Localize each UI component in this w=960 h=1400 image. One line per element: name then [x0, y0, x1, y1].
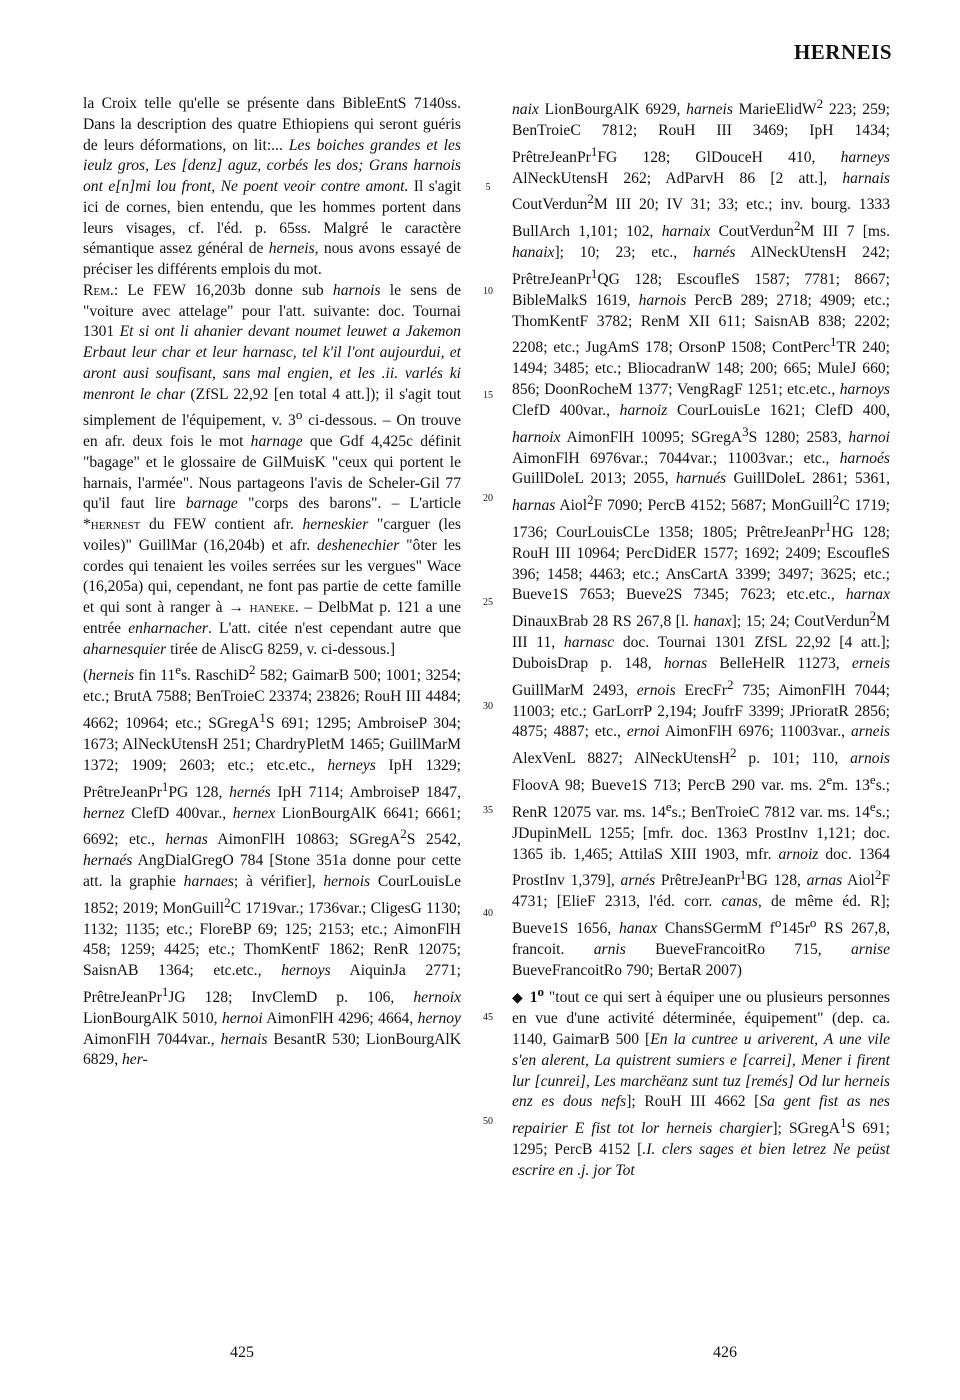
left-column-paragraph: (herneis fin 11es. RaschiD$^2$ 582; GaimarB 500; 1001; 3254; etc.; BrutA 7588; BenTroieC 23374; 23826; RouH III 4484; 4662; 10964; etc.; SGregA$^1$S 691; 1295; AmbroiseP 304; 1673; AlNeckUtensH 251; ChardryPletM 1465; GuillMarM 1372; 1909; 2603; etc.; etc.etc., herneys IpH 1329; PrêtreJeanPr$^1$PG 128, hernés IpH 7114; AmbroiseP 1847, hernez ClefD 400var., hernex LionBourgAlK 6641; 6661; 6692; etc., hernas AimonFlH 10863; SGregA$^2$S 2542, hernaés AngDialGregO 784 [Stone 351a donne pour cette att. la graphie harnaes; à vérifier], hernois CourLouisLe 1852; 2019; MonGuill$^2$C 1719var.; 1736var.; CligesG 1130; 1132; 1135; etc.; FloreBP 69; 125; 2153; etc.; AimonFlH 458; 1259; 4425; etc.; ThomKentF 1862; RenR 12075; SaisnAB 1364; etc.etc., hernoys AiquinJa 2771; PrêtreJeanPr$^1$JG 128; InvClemD p. 106, hernoix LionBourgAlK 5010, hernoi AimonFlH 4296; 4664, hernoy AimonFlH 7044var., hernais BesantR 530; LionBourgAlK 6829, her- [83, 662, 462, 1069]
page-number-left: 425 [230, 1344, 254, 1361]
line-number: 35 [483, 804, 493, 816]
page-number-right: 426 [713, 1344, 737, 1361]
line-number: 45 [483, 1012, 493, 1023]
line-number: 25 [483, 597, 493, 608]
line-number: 30 [483, 700, 493, 712]
right-column [512, 94, 890, 1182]
left-column-paragraph: Rem.: Le FEW 16,203b donne sub harnois le sens de "voiture avec attelage" pour l'att. suivante: doc. Tournai 1301 Et si ont li ahanier devant noumet leuwet a Jakemon Erbaut leur char et leur harnasc, tel k'il l'ont aujourdui, et aront ausi soufisant, sans mal engien, et les .ii. varlés ki menront le char (ZfSL 22,92 [en total 4 att.]); il s'agit tout simplement de l'équipement, v. 3$^o$ ci-dessous. – On trouve en afr. deux fois le mot harnage que Gdf 4,425c définit "bagage" et le glossaire de GilMuisK "ceux qui portent le harnais, l'armée". Nous partageons l'avis de Scheler-Gil 77 qu'il faut lire barnage "corps des barons". – L'article *hernest du FEW contient afr. herneskier "carguer (les voiles)" GuillMar (16,204b) et afr. deshenechier "ôter les cordes qui tenaient les voiles serrées sur les vergues" Wace (16,205a) qui, cependant, ne font pas partie de cette famille et qui sont à ranger à → haneke. – DelbMat p. 121 a une entrée enharnacher. L'att. citée n'est cependant autre que aharnesquier tirée de AliscG 8259, v. ci-dessous.] [83, 281, 462, 658]
right-column-paragraph: naix LionBourgAlK 6929, harneis MarieElidW$^2$ 223; 259; BenTroieC 7812; RouH III 3469; IpH 1434; PrêtreJeanPr$^1$FG 128; GlDouceH 410, harneys AlNeckUtensH 262; AdParvH 86 [2 att.], harnais CoutVerdun$^2$M III 20; IV 31; 33; etc.; inv. bourg. 1333 BullArch 1,101; 102, harnaix CoutVerdun$^2$M III 7 [ms. hanaix]; 10; 23; etc., harnés AlNeckUtensH 242; PrêtreJeanPr$^1$QG 128; EscoufleS 1587; 7781; 8667; BibleMalkS 1619, harnois PercB 289; 2718; 4909; etc.; ThomKentF 3782; RenM XII 611; SaisnAB 838; 2202; 2208; etc.; JugAmS 178; OrsonP 1508; ContPerc$^1$TR 240; 1494; 3485; etc.; BliocadranW 148; 200; 665; MuleJ 660; 856; DoonRocheM 1377; VengRagF 1251; etc.etc., harnoys ClefD 400var., harnoiz CourLouisLe 1621; ClefD 400, harnoix AimonFlH 10095; SGregA$^3$S 1280; 2583, harnoi AimonFlH 6976var.; 7044var.; 11003var.; etc., harnoés GuillDoleL 2013; 2055, harnués GuillDoleL 2861; 5361, harnas Aiol$^2$F 7090; PercB 4152; 5687; MonGuill$^2$C 1719; 1736; CourLouisCLe 1358; 1805; PrêtreJeanPr$^1$HG 128; RouH III 10964; PercDidER 1577; 1692; 2409; EscoufleS 396; 1458; 4463; etc.; AnsCartA 3399; 3497; 3625; etc.; Bueve1S 7653; Bueve2S 7345; 7623; etc.etc., harnax DinauxBrab 28 RS 267,8 [l. hanax]; 15; 24; CoutVerdun$^2$M III 11, harnasc doc. Tournai 1301 ZfSL 22,92 [4 att.]; DuboisDrap p. 148, hornas BelleHelR 11273, erneis GuillMarM 2493, ernois ErecFr$^2$ 735; AimonFlH 7044; 11003; etc.; GarLorrP 2,194; JoufrF 3399; JPrioratR 2856; 4875; 4887; etc., ernoi AimonFlH 6976; 11003var., arneis AlexVenL 8827; AlNeckUtensH$^2$ p. 101; 110, arnois FloovA 98; Bueve1S 713; PercB 290 var. ms. 2em. 13es.; RenR 12075 var. ms. 14es.; BenTroieC 7812 var. ms. 14es.; JDupinMelL 1255; [mfr. doc. 1363 ProstInv 1,121; doc. 1365 ib. 1,465; AttilaS XIII 1903, mfr. arnoiz doc. 1364 ProstInv 1,379], arnés PrêtreJeanPr$^1$BG 128, arnas Aiol$^2$F 4731; [ElieF 2313, l'éd. corr. canas, de même éd. R]; Bueve1S 1656, hanax ChansSGermM $f^o145r^o$ RS 267,8, francoit. arnis BueveFrancoitRo 715, arnise BueveFrancoitRo 790; BertaR 2007) [512, 96, 891, 979]
running-head: HERNEIS [793, 40, 892, 64]
line-number: 10 [483, 285, 493, 297]
left-column-paragraph: la Croix telle qu'elle se présente dans BibleEntS 7140ss. Dans la description des quatre Ethiopiens qui seront guéris de leurs déformations, on lit:... Les boiches grandes et les ieulz gros, Les [denz] aguz, corbés les dos; Grans harnois ont e[n]mi lou front, Ne poent veoir contre amont. Il s'agit ici de cornes, bien entendu, que les hommes portent dans leurs visages, cf. l'éd. p. 65ss. Malgré le caractère sémantique assez général de herneis, nous avons essayé de préciser les différents emplois du mot. [83, 95, 461, 278]
left-column [83, 94, 461, 1071]
line-number: 15 [483, 389, 493, 401]
line-number: 40 [483, 908, 493, 920]
line-number: 5 [485, 182, 491, 193]
right-column-paragraph: ◆ 1$^o$ "tout ce qui sert à équiper une ou plusieurs personnes en vue d'une activité déterminée, équipement" (dep. ca. 1140, GaimarB 500 [En la cuntree u ariverent, A une vile s'en alerent, La quistrent sumiers e [carrei], Mener i firent lur [cunrei], Les marchëanz sunt tuz [remés] Od lur herneis enz es dous nefs]; RouH III 4662 [Sa gent fist as nes repairier E fist tot lor herneis chargier]; SGregA$^1$S 691; 1295; PercB 4152 [.I. clers sages et bien letrez Ne peüst escrire en .j. jor Tot [512, 983, 891, 1179]
line-number: 50 [483, 1115, 493, 1127]
line-number: 20 [483, 493, 493, 505]
